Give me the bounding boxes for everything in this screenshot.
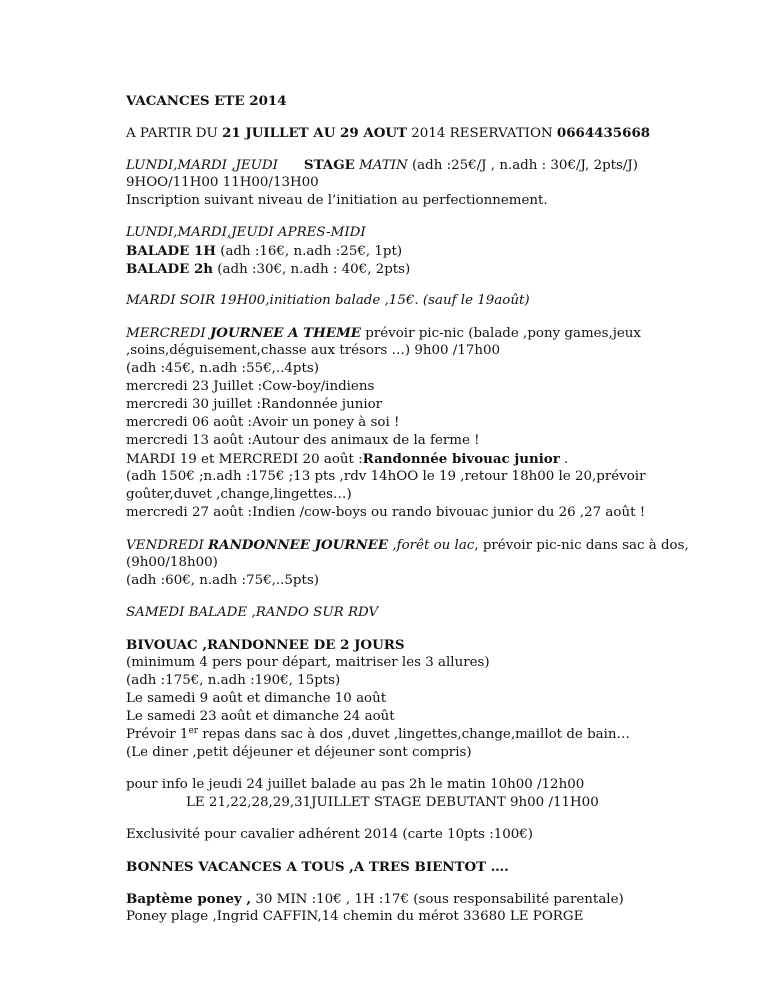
wednesday-prices: (adh :45€, n.adh :55€,..4pts)	[126, 361, 319, 376]
stage-label: STAGE	[303, 157, 355, 173]
bivouac-included: (Le diner ,petit déjeuner et déjeuner sont compris)	[126, 745, 472, 760]
tuesday-evening: MARDI SOIR 19H00,initiation balade ,15€. (sauf le 19août)	[126, 293, 530, 308]
wednesday-date: mercredi 30 juillet :Randonnée junior	[126, 397, 383, 412]
wednesday-date: mercredi 23 Juillet :Cow-boy/indiens	[126, 379, 375, 394]
wednesday-last: mercredi 27 août :Indien /cow-boys ou rando bivouac junior du 26 ,27 août !	[126, 505, 646, 520]
bivouac-prevoir: Prévoir 1er repas dans sac à dos ,duvet ,lingettes,change,maillot de bain…	[126, 726, 630, 742]
period-dates: 21 JUILLET AU 29 AOUT	[222, 125, 408, 141]
wednesday-date: mercredi 06 août :Avoir un poney à soi !	[126, 415, 400, 430]
junior-bivouac-line: MARDI 19 et MERCREDI 20 août :Randonnée bivouac junior .	[126, 451, 569, 467]
info-line-indented: LE 21,22,28,29,31JUILLET STAGE DEBUTANT 9h00 /11H00	[186, 795, 599, 810]
afternoon-days: LUNDI,MARDI,JEUDI APRES-MIDI	[126, 225, 366, 240]
exclusive-line: Exclusivité pour cavalier adhérent 2014 (carte 10pts :100€)	[126, 827, 534, 842]
junior-bivouac-info: (adh 150€ ;n.adh :175€ ;13 pts ,rdv 14hOO le 19 ,retour 18h00 le 20,prévoir	[126, 469, 646, 484]
stage-line: LUNDI,MARDI ,JEUDI STAGE MATIN (adh :25€/J , n.adh : 30€/J, 2pts/J)	[126, 157, 639, 173]
bivouac-min: (minimum 4 pers pour départ, maitriser les 3 allures)	[126, 655, 490, 670]
balade-1h: BALADE 1H (adh :16€, n.adh :25€, 1pt)	[126, 243, 403, 259]
wednesday-theme: JOURNEE A THEME	[209, 325, 361, 341]
period-line: A PARTIR DU 21 JUILLET AU 29 AOUT 2014 RESERVATION 0664435668	[126, 125, 651, 141]
address-line: Poney plage ,Ingrid CAFFIN,14 chemin du mérot 33680 LE PORGE	[126, 909, 584, 924]
stage-slots: 9HOO/11H00 11H00/13H00	[126, 175, 319, 190]
bivouac-prices: (adh :175€, n.adh :190€, 15pts)	[126, 673, 341, 688]
bivouac-date: Le samedi 23 août et dimanche 24 août	[126, 709, 395, 724]
saturday-line: SAMEDI BALADE ,RANDO SUR RDV	[126, 605, 379, 620]
wednesday-desc: ,soins,déguisement,chasse aux trésors …) 9h00 /17h00	[126, 343, 501, 358]
wednesday-date: mercredi 13 août :Autour des animaux de la ferme !	[126, 433, 480, 448]
friday-label: RANDONNEE JOURNEE	[208, 537, 389, 553]
friday-hours: (9h00/18h00)	[126, 555, 218, 570]
bivouac-date: Le samedi 9 août et dimanche 10 août	[126, 691, 387, 706]
document-title: VACANCES ETE 2014	[126, 93, 287, 109]
friday-prices: (adh :60€, n.adh :75€,..5pts)	[126, 573, 319, 588]
stage-note: Inscription suivant niveau de l’initiation au perfectionnement.	[126, 193, 548, 208]
phone-number: 0664435668	[556, 125, 651, 141]
friday-line: VENDREDI RANDONNEE JOURNEE ,forêt ou lac, prévoir pic-nic dans sac à dos,	[126, 537, 689, 553]
bivouac-title: BIVOUAC ,RANDONNEE DE 2 JOURS	[126, 637, 405, 653]
junior-bivouac-info: goûter,duvet ,change,lingettes…)	[126, 487, 352, 502]
bapteme-line: Baptème poney , 30 MIN :10€ , 1H :17€ (sous responsabilité parentale)	[126, 891, 624, 907]
goodbye-line: BONNES VACANCES A TOUS ,A TRES BIENTOT ….	[126, 859, 509, 875]
balade-2h: BALADE 2h (adh :30€, n.adh : 40€, 2pts)	[126, 261, 411, 277]
wednesday-line: MERCREDI JOURNEE A THEME prévoir pic-nic (balade ,pony games,jeux	[126, 325, 641, 341]
info-line: pour info le jeudi 24 juillet balade au pas 2h le matin 10h00 /12h00	[126, 777, 585, 792]
